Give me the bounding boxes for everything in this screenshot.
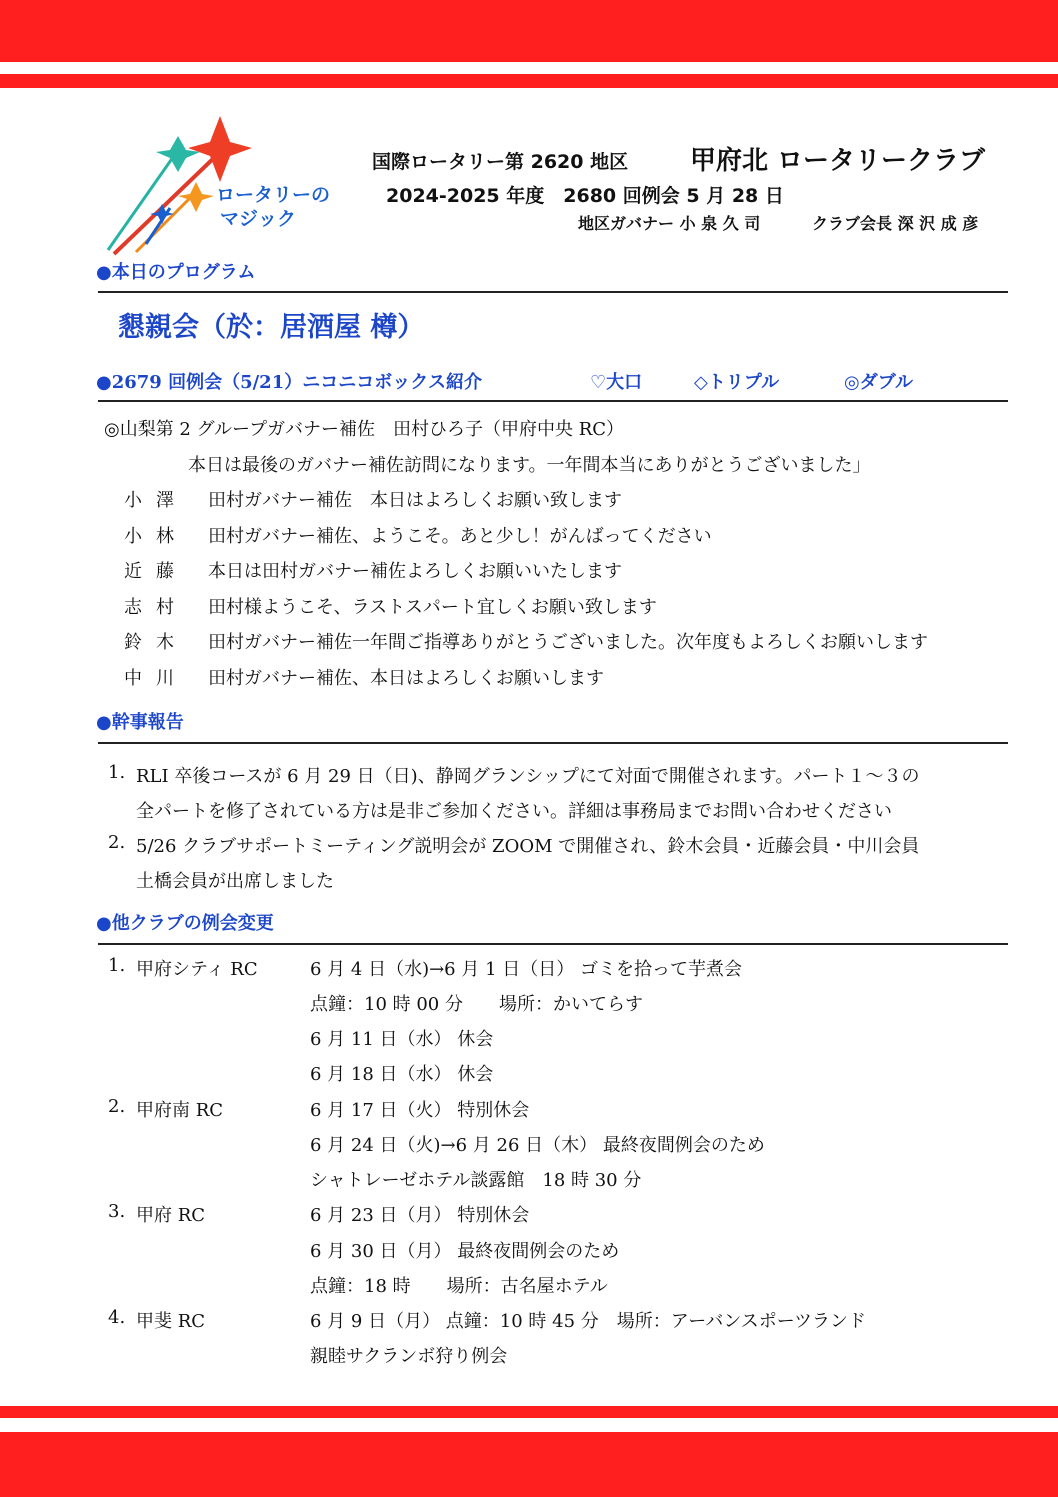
member-name: 中川: [124, 668, 188, 689]
club-schedule-line: 6 月 23 日（月） 特別休会: [310, 1205, 530, 1226]
district-governor: 地区ガバナー 小 泉 久 司: [578, 214, 761, 233]
report-number: 1.: [108, 762, 126, 783]
club-name-entry: 甲府南 RC: [136, 1100, 224, 1121]
member-name: 志村: [124, 597, 188, 618]
club-schedule-line: 点鐘：10 時 00 分 場所：かいてらす: [310, 994, 643, 1015]
report-line: RLI 卒後コースが 6 月 29 日（日)、静岡グランシップにて対面で開催されます。パート１～３の: [136, 766, 920, 787]
niconico-first-line: ◎山梨第 2 グループガバナー補佐 田村ひろ子（甲府中央 RC）: [104, 419, 625, 440]
bottom-red-stripe: [0, 1406, 1058, 1418]
club-schedule-line: 6 月 17 日（火） 特別休会: [310, 1100, 530, 1121]
club-schedule-line: 6 月 24 日（火)→6 月 26 日（木） 最終夜間例会のため: [310, 1135, 765, 1156]
divider: [98, 742, 1008, 744]
club-schedule-line: 親睦サクランボ狩り例会: [310, 1346, 508, 1367]
member-message: 本日は田村ガバナー補佐よろしくお願いいたします: [208, 561, 622, 582]
club-name-entry: 甲斐 RC: [136, 1311, 206, 1332]
club-number: 3.: [108, 1201, 126, 1222]
club-name-entry: 甲府 RC: [136, 1205, 206, 1226]
divider: [98, 291, 1008, 293]
club-schedule-line: 6 月 4 日（水)→6 月 1 日（日） ゴミを拾って芋煮会: [310, 959, 742, 980]
member-name: 小澤: [124, 490, 188, 511]
niconico-heading-row: [96, 368, 956, 394]
club-schedule-line: 点鐘：18 時 場所：古名屋ホテル: [310, 1276, 608, 1297]
club-name-entry: 甲府シティ RC: [136, 959, 258, 980]
divider: [98, 400, 1008, 402]
legend-triple: ◇トリプル: [694, 372, 780, 393]
program-title: 懇親会（於：居酒屋 樽）: [118, 312, 425, 343]
member-message: 田村ガバナー補佐 本日はよろしくお願い致します: [208, 490, 622, 511]
top-red-band: [0, 0, 1058, 62]
program-heading: ●本日のプログラム: [96, 262, 256, 283]
divider: [98, 943, 1008, 945]
club-schedule-line: 6 月 11 日（水） 休会: [310, 1029, 494, 1050]
club-schedule-line: 6 月 18 日（水） 休会: [310, 1064, 494, 1085]
member-message: 田村ガバナー補佐、ようこそ。あと少し！がんばってください: [208, 526, 712, 547]
district-name: 国際ロータリー第 2620 地区: [372, 151, 629, 173]
meeting-info: 2024-2025 年度 2680 回例会 5 月 28 日: [386, 185, 784, 207]
niconico-first-message: 本日は最後のガバナー補佐訪問になります。一年間本当にありがとうございました」: [188, 455, 871, 476]
member-name: 小林: [124, 526, 188, 547]
member-message: 田村ガバナー補佐、本日はよろしくお願いします: [208, 668, 604, 689]
logo-text-line1: ロータリーの: [216, 184, 331, 206]
member-message: 田村ガバナー補佐一年間ご指導ありがとうございました。次年度もよろしくお願いします: [208, 632, 928, 653]
club-name: 甲府北 ロータリークラブ: [690, 146, 986, 176]
member-name: 鈴木: [124, 632, 188, 653]
club-schedule-line: シャトレーゼホテル談露館 18 時 30 分: [310, 1170, 642, 1191]
legend-double: ◎ダブル: [844, 372, 913, 393]
club-number: 4.: [108, 1307, 126, 1328]
report-line: 土橋会員が出席しました: [136, 871, 334, 892]
niconico-heading: ●2679 回例会（5/21）ニコニコボックス紹介: [96, 372, 483, 393]
other-clubs-heading: ●他クラブの例会変更: [96, 913, 274, 934]
legend-big: ♡大口: [590, 372, 643, 393]
member-name: 近藤: [124, 561, 188, 582]
logo-text-line2: マジック: [220, 208, 297, 230]
club-schedule-line: 6 月 30 日（月） 最終夜間例会のため: [310, 1241, 620, 1262]
club-number: 2.: [108, 1096, 126, 1117]
secretary-heading: ●幹事報告: [96, 712, 184, 733]
report-line: 全パートを修了されている方は是非ご参加ください。詳細は事務局までお問い合わせください: [136, 801, 892, 822]
club-president: クラブ会長 深 沢 成 彦: [812, 214, 979, 233]
report-number: 2.: [108, 832, 126, 853]
club-number: 1.: [108, 955, 126, 976]
top-red-stripe: [0, 74, 1058, 88]
bottom-red-band: [0, 1432, 1058, 1497]
club-schedule-line: 6 月 9 日（月） 点鐘：10 時 45 分 場所：アーバンスポーツランド: [310, 1311, 867, 1332]
report-line: 5/26 クラブサポートミーティング説明会が ZOOM で開催され、鈴木会員・近藤会員・中川会員: [136, 836, 920, 857]
member-message: 田村様ようこそ、ラストスパート宜しくお願い致します: [208, 597, 657, 618]
rotary-magic-logo: [100, 108, 350, 258]
